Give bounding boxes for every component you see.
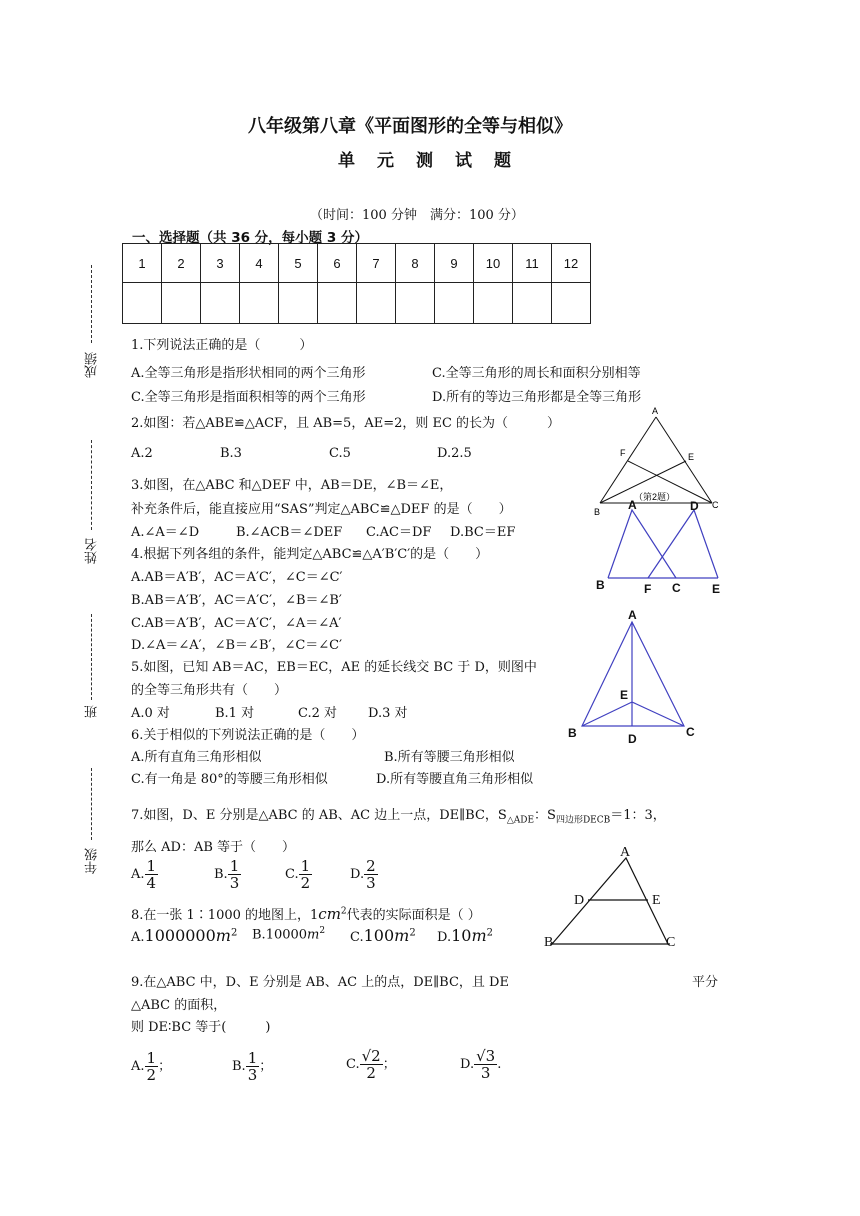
q1-option-c[interactable]: C.全等三角形的周长和面积分别相等	[432, 366, 641, 381]
q9-option-c-sep: ；	[382, 1057, 396, 1072]
q5-label-e: E	[620, 688, 629, 702]
q8-option-b-unit: m	[307, 927, 320, 943]
q8-unit-exponent: 2	[340, 906, 347, 917]
side-label-score: 成绩	[85, 352, 100, 378]
q5-line1: 5.如图，已知 AB＝AC，EB＝EC，AE 的延长线交 BC 于 D，则图中	[131, 660, 537, 675]
q5-figure	[562, 606, 702, 746]
q8-option-d[interactable]	[437, 926, 493, 945]
q8-option-d-prefix: D.	[437, 930, 452, 945]
q2-label-c: C	[712, 500, 719, 510]
numerator: √3	[476, 1047, 496, 1065]
q7-label-e: E	[652, 893, 661, 908]
answer-number: 6	[318, 244, 357, 283]
q9-option-c[interactable]	[346, 1048, 396, 1081]
q3-line1: 3.如图，在△ABC 和△DEF 中，AB＝DE，∠B＝∠E，	[131, 478, 453, 493]
answer-number: 2	[162, 244, 201, 283]
numerator: 1	[229, 857, 240, 875]
q3-option-b[interactable]: B.∠ACB＝∠DEF	[236, 525, 343, 540]
q7-option-d-frac	[364, 858, 378, 891]
q4-option-b[interactable]: B.AB＝A′B′，AC＝A′C′，∠B＝∠B′	[131, 593, 342, 608]
q4-option-a[interactable]: A.AB＝A′B′，AC＝A′C′，∠C＝∠C′	[131, 570, 343, 585]
q3-option-a[interactable]: A.∠A＝∠D	[131, 525, 200, 540]
q5-label-b: B	[568, 726, 577, 740]
q9-line3: 则 DE∶BC 等于( )	[131, 1020, 271, 1035]
q5-label-d: D	[628, 732, 637, 746]
q2-stem: 2.如图：若△ABE≌△ACF，且 AB=5，AE=2，则 EC 的长为（ ）	[131, 416, 561, 431]
q8-option-c-prefix: C.	[350, 930, 364, 945]
answer-cell[interactable]	[201, 283, 240, 324]
denominator: 2	[300, 874, 311, 892]
q7-option-b[interactable]	[214, 858, 241, 891]
numerator: 1	[247, 1049, 258, 1067]
answer-cell[interactable]	[279, 283, 318, 324]
side-label-name: 姓名	[85, 538, 100, 564]
q7-figure	[540, 838, 690, 946]
q7-line1-end: ＝1：3，	[610, 808, 666, 823]
answer-cell[interactable]	[435, 283, 474, 324]
q8-option-a-prefix: A.	[131, 930, 145, 945]
q9-option-b-prefix: B.	[232, 1059, 246, 1074]
q6-option-a[interactable]: A.所有直角三角形相似	[131, 750, 262, 765]
q4-option-c[interactable]: C.AB＝A′B′，AC＝A′C′，∠A＝∠A′	[131, 616, 342, 631]
q7-option-d-prefix: D.	[350, 867, 365, 882]
q3-figure	[590, 496, 730, 598]
answer-number: 10	[474, 244, 513, 283]
q3-label-e: E	[712, 582, 721, 596]
q7-option-b-frac	[228, 858, 242, 891]
q8-unit: cm	[318, 905, 341, 923]
q3-option-c[interactable]: C.AC＝DF	[366, 525, 432, 540]
q8-stem-text2: 代表的实际面积是（ ）	[346, 908, 481, 923]
q1-stem: 1.下列说法正确的是（ ）	[131, 338, 313, 353]
denominator: 4	[146, 874, 157, 892]
answer-table-blank-row	[123, 283, 591, 324]
answer-cell[interactable]	[357, 283, 396, 324]
page-title: 八年级第八章《平面图形的全等与相似》	[248, 116, 572, 137]
numerator: 1	[300, 857, 311, 875]
answer-number: 5	[279, 244, 318, 283]
q3-label-b: B	[596, 578, 605, 592]
q7-option-d[interactable]	[350, 858, 378, 891]
q5-line-be	[582, 702, 632, 726]
answer-number: 4	[240, 244, 279, 283]
q5-label-c: C	[686, 725, 695, 739]
q2-option-a[interactable]: A.2	[131, 446, 153, 461]
q7-label-b: B	[544, 935, 554, 946]
binding-line	[91, 768, 92, 840]
q2-line-ac	[656, 417, 712, 503]
q4-option-d[interactable]: D.∠A＝∠A′，∠B＝∠B′，∠C＝∠C′	[131, 638, 343, 653]
answer-number: 3	[201, 244, 240, 283]
answer-cell[interactable]	[123, 283, 162, 324]
q7-option-b-prefix: B.	[214, 867, 228, 882]
q7-line1-text: 7.如图，D、E 分别是△ABC 的 AB、AC 边上一点，DE∥BC，S	[131, 808, 507, 823]
q8-option-a-exp: 2	[230, 927, 238, 939]
binding-line	[91, 440, 92, 530]
q2-label-f: F	[620, 448, 626, 458]
q9-option-d-sep: .	[497, 1057, 502, 1072]
answer-number: 1	[123, 244, 162, 283]
q9-option-d-prefix: D.	[460, 1057, 475, 1072]
q7-sub-ade: △ADE	[506, 815, 535, 826]
q7-option-c-prefix: C.	[285, 867, 299, 882]
q5-option-b[interactable]: B.1 对	[215, 706, 255, 721]
q8-option-d-unit: m	[471, 926, 487, 945]
q9-option-a-prefix: A.	[131, 1059, 145, 1074]
answer-table-header-row	[123, 244, 591, 283]
side-label-grade: 年级	[85, 848, 100, 874]
q9-line1-right: 平分	[692, 975, 719, 990]
q8-option-a-unit: m	[215, 926, 231, 945]
q8-option-c-exp: 2	[409, 927, 416, 939]
binding-line	[91, 265, 92, 343]
q5-triangle-abc	[582, 622, 684, 726]
q8-stem-text: 8.在一张 1∶1000 的地图上，1	[131, 908, 319, 923]
q6-option-c[interactable]: C.有一角是 80°的等腰三角形相似	[131, 772, 328, 787]
denominator: 3	[366, 874, 376, 892]
q1-option-a[interactable]: A.全等三角形是指形状相同的两个三角形	[131, 366, 366, 381]
q9-option-b-sep: ；	[259, 1059, 273, 1074]
q7-option-c[interactable]	[285, 858, 312, 891]
q2-label-a: A	[652, 406, 659, 416]
q3-option-d[interactable]: D.BC＝EF	[450, 525, 516, 540]
q7-option-a[interactable]	[131, 858, 158, 891]
q8-option-b-prefix: B.	[252, 927, 266, 943]
q8-option-a-value: 1000000	[144, 926, 216, 945]
q9-option-b-frac	[246, 1050, 260, 1083]
q7-label-a: A	[620, 845, 631, 860]
answer-cell[interactable]	[513, 283, 552, 324]
q9-option-c-frac	[360, 1048, 383, 1081]
answer-cell[interactable]	[240, 283, 279, 324]
q8-option-d-value: 10	[451, 926, 472, 945]
answer-table	[122, 243, 591, 324]
q1-option-b[interactable]: C.全等三角形是指面积相等的两个三角形	[131, 390, 366, 405]
q8-option-c-value: 100	[363, 926, 395, 945]
q5-label-a: A	[628, 608, 637, 622]
q7-triangle-abc	[552, 858, 668, 944]
q8-option-b-value: 10000	[265, 927, 308, 943]
denominator: 2	[146, 1066, 157, 1084]
q2-option-c[interactable]: C.5	[329, 446, 351, 461]
q2-option-b[interactable]: B.3	[220, 446, 242, 461]
q9-option-b[interactable]	[232, 1050, 272, 1083]
answer-cell[interactable]	[162, 283, 201, 324]
q9-option-a[interactable]	[131, 1050, 171, 1083]
numerator: 1	[146, 1049, 157, 1067]
answer-number: 7	[357, 244, 396, 283]
q2-option-d[interactable]: D.2.5	[437, 446, 472, 461]
q2-label-b: B	[594, 507, 601, 517]
q5-line2: 的全等三角形共有（ ）	[131, 683, 288, 698]
q9-option-c-prefix: C.	[346, 1057, 360, 1072]
q7-line1	[131, 804, 666, 826]
q7-line2: 那么 AD：AB 等于（ ）	[131, 840, 296, 855]
side-label-class: 班	[85, 705, 100, 718]
q8-option-c[interactable]	[350, 926, 416, 945]
answer-number: 11	[513, 244, 552, 283]
q5-option-a[interactable]: A.0 对	[131, 706, 170, 721]
numerator: 1	[146, 857, 157, 875]
q9-option-a-frac	[145, 1050, 159, 1083]
q5-option-c[interactable]: C.2 对	[298, 706, 338, 721]
q7-label-c: C	[666, 935, 676, 946]
answer-cell[interactable]	[318, 283, 357, 324]
q4-stem: 4.根据下列各组的条件，能判定△ABC≌△A′B′C′的是（ ）	[131, 547, 489, 562]
q7-option-c-frac	[299, 858, 313, 891]
q8-stem	[131, 904, 481, 923]
answer-number: 8	[396, 244, 435, 283]
q6-option-d[interactable]: D.所有等腰直角三角形相似	[376, 772, 534, 787]
q3-label-a: A	[628, 498, 637, 512]
denominator: 3	[480, 1064, 491, 1082]
q9-option-d-frac	[474, 1048, 497, 1081]
q8-option-d-exp: 2	[486, 927, 493, 939]
q8-option-c-unit: m	[394, 926, 410, 945]
q9-option-a-sep: ；	[158, 1059, 172, 1074]
q9-option-d[interactable]	[460, 1048, 501, 1081]
denominator: 3	[229, 874, 240, 892]
answer-cell[interactable]	[552, 283, 591, 324]
q8-option-a[interactable]	[131, 926, 237, 945]
q9-line2: △ABC 的面积，	[131, 998, 227, 1013]
q3-label-d: D	[690, 499, 699, 513]
denominator: 2	[366, 1064, 376, 1082]
binding-line	[91, 614, 92, 700]
q3-triangle-abc	[608, 510, 676, 578]
q5-line-ce	[632, 702, 684, 726]
q5-option-d[interactable]: D.3 对	[368, 706, 408, 721]
page-subtitle: 单元测试题	[338, 151, 533, 171]
denominator: 3	[247, 1066, 258, 1084]
q3-line2: 补充条件后，能直接应用“SAS”判定△ABC≌△DEF 的是（ ）	[131, 502, 512, 517]
q2-caption: （第2题）	[634, 492, 676, 502]
answer-cell[interactable]	[474, 283, 513, 324]
q7-label-d: D	[574, 893, 585, 908]
q3-label-f: F	[644, 582, 652, 596]
time-info: （时间：100 分钟 满分：100 分）	[310, 208, 524, 223]
numerator: √2	[361, 1047, 381, 1065]
q7-sub-quad: 四边形DECB	[555, 815, 611, 826]
answer-cell[interactable]	[396, 283, 435, 324]
q1-option-d[interactable]: D.所有的等边三角形都是全等三角形	[432, 390, 642, 405]
q2-line-ab	[600, 417, 656, 503]
answer-number: 12	[552, 244, 591, 283]
section-heading: 一、选择题（共 36 分，每小题 3 分）	[132, 230, 368, 246]
q7-option-a-frac	[145, 858, 159, 891]
q8-option-b[interactable]	[252, 926, 325, 942]
q3-triangle-def	[648, 510, 718, 578]
q8-option-b-exp: 2	[319, 926, 326, 936]
q9-line1: 9.在△ABC 中，D、E 分别是 AB、AC 上的点，DE∥BC，且 DE	[131, 975, 509, 990]
q6-option-b[interactable]: B.所有等腰三角形相似	[384, 750, 515, 765]
q3-label-c: C	[672, 581, 681, 595]
q6-stem: 6.关于相似的下列说法正确的是（ ）	[131, 728, 365, 743]
q7-line1-mid: ：S	[534, 808, 556, 823]
q7-option-a-prefix: A.	[131, 867, 145, 882]
answer-number: 9	[435, 244, 474, 283]
numerator: 2	[366, 857, 376, 875]
q2-label-e: E	[688, 452, 695, 462]
